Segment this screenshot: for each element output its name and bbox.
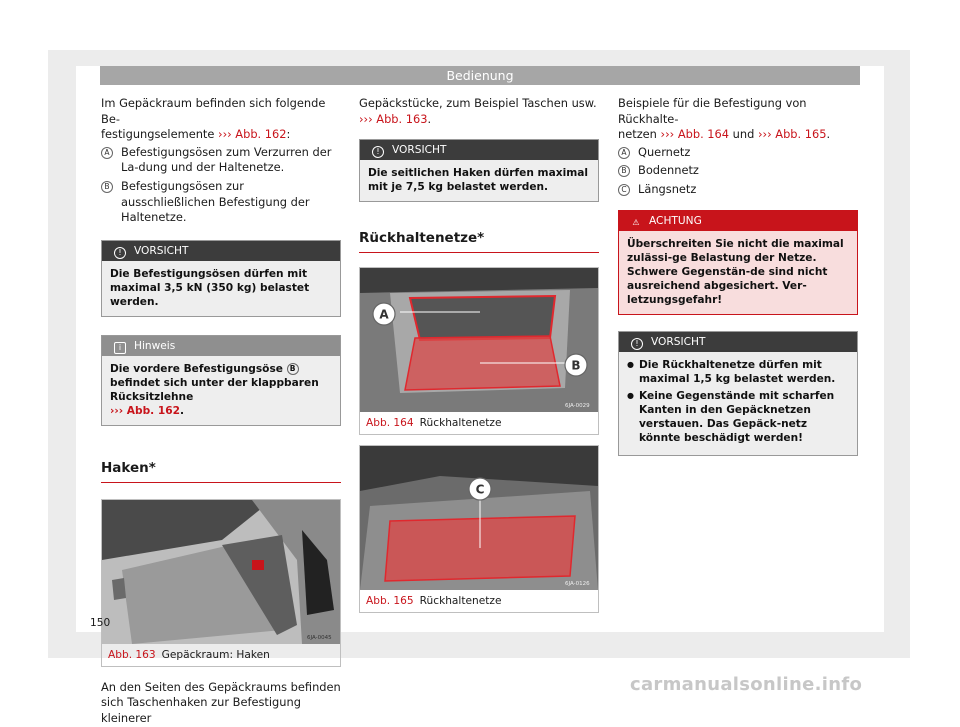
figure-link-163[interactable]: ››› Abb. 163 — [359, 111, 428, 126]
svg-text:6JA-0029: 6JA-0029 — [565, 403, 590, 410]
achtung-box: ⚠ ACHTUNG Überschreiten Sie nicht die maximal zulässi-ge Belastung der Netze. Schwere Gegenstän-de sind nicht ausreichend abgesichert. Ver-letzungsgefahr! — [618, 210, 858, 315]
list-item: A Quernetz — [618, 145, 858, 161]
list-item: B Bodennetz — [618, 163, 858, 179]
bullet-item: ● Keine Gegenstände mit scharfen Kanten in den Gepäcknetzen verstauen. Das Gepäck-netz könnte beschädigt werden! — [627, 389, 849, 445]
vorsicht-box: ! VORSICHT Die Befestigungsösen dürfen mit maximal 3,5 kN (350 kg) belastet werden. — [101, 240, 341, 317]
svg-text:B: B — [571, 358, 581, 373]
badge-b: B — [618, 165, 630, 177]
badge-b: B — [101, 181, 113, 193]
badge-b: B — [287, 363, 299, 375]
warning-circle-icon: ! — [372, 146, 384, 158]
svg-text:C: C — [475, 482, 485, 497]
column-3 — [618, 96, 858, 456]
badge-a: A — [101, 147, 113, 159]
svg-text:A: A — [379, 307, 389, 322]
figure-link-162[interactable]: ››› Abb. 162 — [218, 127, 287, 142]
section-title-rueckhaltenetze: Rückhaltenetze* — [359, 230, 599, 253]
warning-triangle-icon: ⚠ — [632, 217, 640, 227]
vorsicht-box: ! VORSICHT ● Die Rückhaltenetze dürfen mit maximal 1,5 kg belastet werden. ● Keine Gegenstände mit scharfen Kanten in den Gepäcknetzen verstauen. Das Gepäck-netz könnte beschädigt werden! — [618, 331, 858, 456]
legend-list — [618, 145, 858, 198]
continued-paragraph: Gepäckstücke, zum Beispiel Taschen usw. ››› Abb. 163. — [359, 96, 597, 126]
intro-paragraph: Beispiele für die Befestigung von Rückhalte- netzen ››› Abb. 164 und ››› Abb. 165. — [618, 96, 831, 142]
badge-a: A — [618, 147, 630, 159]
column-1 — [101, 96, 341, 727]
column-2 — [359, 96, 599, 613]
hinweis-box: i Hinweis Die vordere Befestigungsöse B befindet sich unter der klappbaren Rücksitzlehne ››› Abb. 162. — [101, 335, 341, 426]
svg-text:6JA-0126: 6JA-0126 — [565, 581, 590, 588]
vorsicht-box: ! VORSICHT Die seitlichen Haken dürfen maximal mit je 7,5 kg belastet werden. — [359, 139, 599, 202]
badge-c: C — [618, 184, 630, 196]
figure-165: C 6JA-0126 Abb. 165 Rückhaltenetze — [359, 445, 599, 613]
page-number: 150 — [90, 617, 111, 629]
trunk-side-net-image — [360, 446, 598, 590]
list-item: B Befestigungsösen zur ausschließlichen Befestigung der Haltenetze. — [101, 179, 341, 226]
trunk-hook-image — [102, 500, 340, 644]
haken-paragraph: An den Seiten des Gepäckraums befinden sich Taschenhaken zur Befestigung kleinerer — [101, 679, 341, 725]
trunk-net-image — [360, 268, 598, 412]
warning-circle-icon: ! — [114, 247, 126, 259]
list-item: C Längsnetz — [618, 182, 858, 198]
section-title-haken: Haken* — [101, 460, 341, 483]
list-item: A Befestigungsösen zum Verzurren der La-dung und der Haltenetze. — [101, 145, 341, 176]
svg-text:6JA-0045: 6JA-0045 — [307, 634, 332, 641]
intro-paragraph: Im Gepäckraum befinden sich folgende Be- festigungselemente ››› Abb. 162: — [101, 96, 326, 142]
figure-link-165[interactable]: ››› Abb. 165 — [757, 127, 827, 142]
watermark-footer: carmanualsonline.info — [630, 674, 863, 695]
figure-link-164[interactable]: ››› Abb. 164 — [660, 127, 730, 142]
figure-link-162[interactable]: ››› Abb. 162 — [110, 404, 180, 417]
info-icon: i — [114, 342, 126, 354]
figure-164: A B 6JA-0029 Abb. 164 Rückhaltenetze — [359, 267, 599, 435]
section-header: Bedienung — [100, 66, 860, 85]
legend-list — [101, 145, 341, 226]
bullet-item: ● Die Rückhaltenetze dürfen mit maximal 1,5 kg belastet werden. — [627, 358, 849, 386]
warning-circle-icon: ! — [631, 338, 643, 350]
figure-163: 6JA-0045 Abb. 163 Gepäckraum: Haken — [101, 499, 341, 667]
